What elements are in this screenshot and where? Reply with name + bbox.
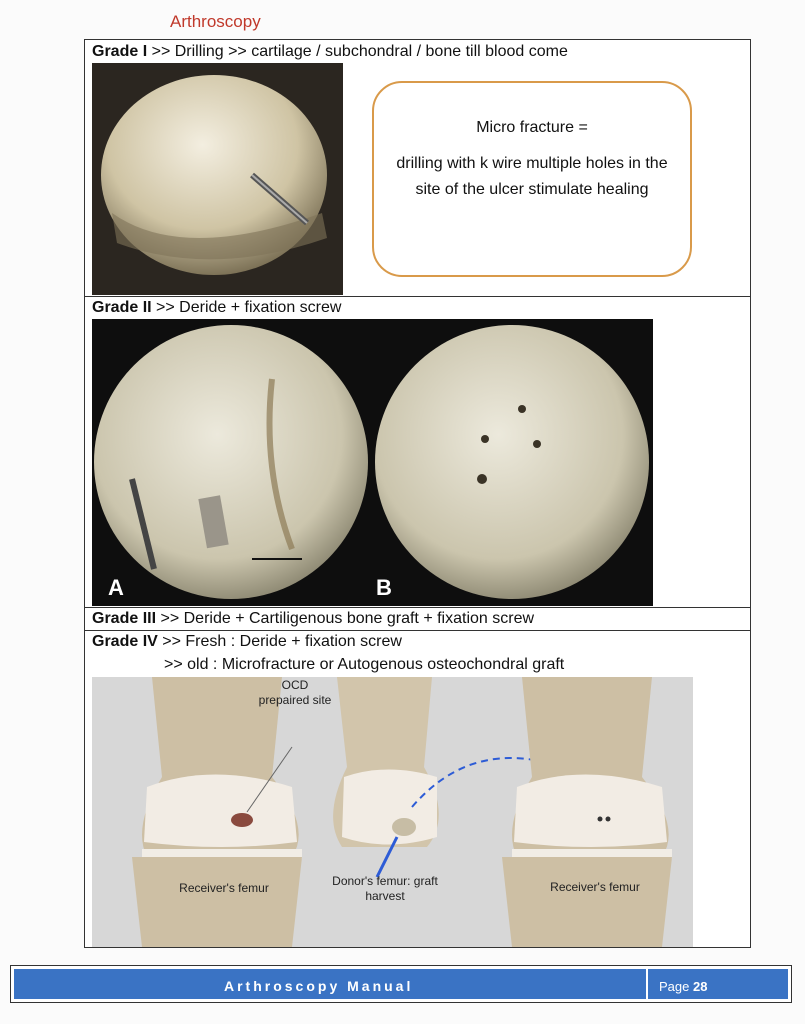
row-divider — [85, 607, 750, 608]
micro-fracture-callout — [372, 81, 692, 277]
grade-2-title: Grade II — [92, 299, 152, 316]
arthroscopy-image-grade-2 — [92, 319, 653, 606]
grade-4-text-2: >> old : Microfracture or Autogenous osteochondral graft — [164, 656, 565, 673]
grade-2-arthroscopy-photo — [92, 319, 653, 606]
panel-b-label: B — [376, 575, 392, 600]
grade-4-label — [92, 633, 402, 651]
receiver-femur-right-label: Receiver's femur — [550, 880, 640, 894]
grade-1-text: >> Drilling >> cartilage / subchondral / bone till blood come — [151, 43, 568, 60]
grade-4-text: >> Fresh : Deride + fixation screw — [162, 633, 402, 650]
footer-page — [659, 979, 707, 994]
grade-1-arthroscopy-photo — [92, 63, 343, 295]
arthroscopy-image-grade-1 — [92, 63, 343, 295]
page-footer — [10, 965, 792, 1003]
panel-a-label: A — [108, 575, 124, 600]
footer-bar — [14, 969, 788, 999]
donor-femur-label: Donor's femur: graft harvest — [332, 874, 438, 903]
receiver-femur-left-label: Receiver's femur — [179, 881, 269, 895]
grade-1-label — [92, 43, 568, 61]
grade-1-title: Grade I — [92, 43, 148, 60]
grade-2-text: >> Deride + fixation screw — [156, 299, 342, 316]
callout-title: Micro fracture = — [476, 119, 588, 136]
grade-3-title: Grade III — [92, 610, 157, 627]
knee-illustration — [92, 677, 693, 947]
osteochondral-graft-illustration — [92, 677, 693, 947]
ocd-site-icon — [231, 813, 253, 827]
grade-4-title: Grade IV — [92, 633, 158, 650]
row-divider — [85, 296, 750, 297]
callout-body: drilling with k wire multiple holes in the site of the ulcer stimulate healing — [396, 155, 668, 198]
grade-3-text: >> Deride + Cartiligenous bone graft + fixation screw — [160, 610, 535, 627]
grade-2-label — [92, 299, 341, 317]
row-divider — [85, 630, 750, 631]
page-label: Page — [659, 979, 690, 994]
footer-title: Arthroscopy Manual — [224, 978, 414, 994]
page-number: 28 — [693, 979, 708, 994]
ocd-site-label: OCD prepaired site — [258, 678, 332, 707]
grades-table — [84, 39, 751, 948]
footer-separator — [646, 969, 648, 999]
page-header-title: Arthroscopy — [170, 12, 261, 31]
grade-3-label — [92, 610, 534, 628]
